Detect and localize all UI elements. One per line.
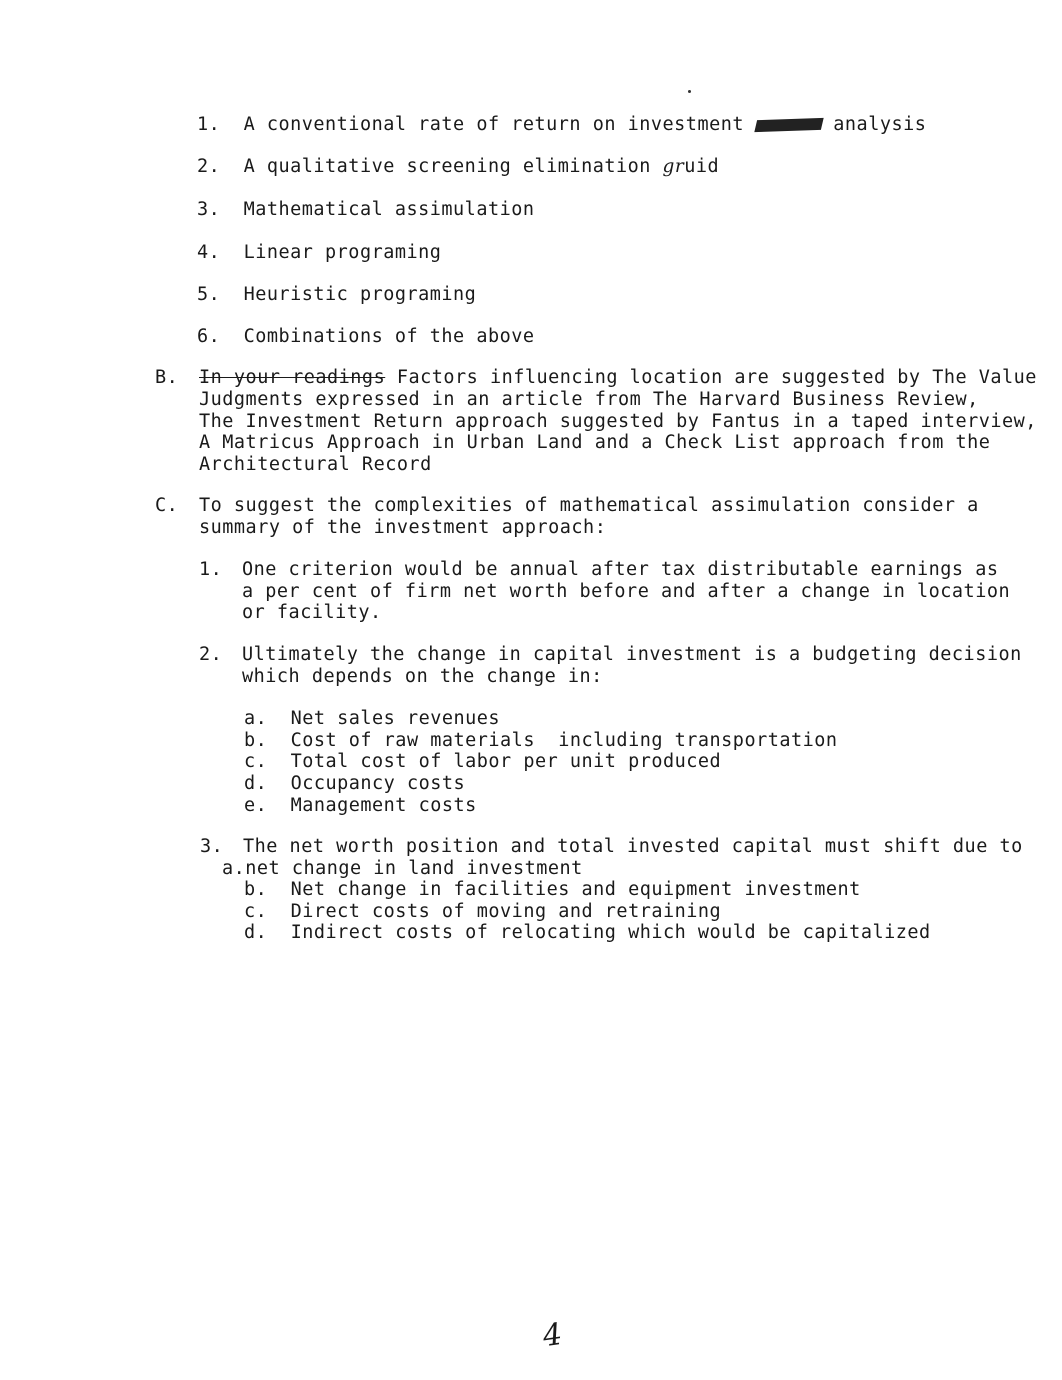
item-line: or facility. bbox=[242, 602, 382, 623]
list-number: 6. bbox=[197, 326, 221, 347]
sub-item: c. Total cost of labor per unit produced bbox=[244, 751, 722, 772]
list-number: 3. bbox=[200, 836, 224, 857]
item-line: The net worth position and total invested capital must shift due to bbox=[243, 836, 1023, 857]
list-number: 1. bbox=[197, 114, 221, 135]
item-line: a.net change in land investment bbox=[222, 858, 583, 879]
section-c-line: To suggest the complexities of mathematical assimulation consider a bbox=[199, 495, 979, 516]
list-number: 5. bbox=[197, 284, 221, 305]
item-line: which depends on the change in: bbox=[242, 666, 603, 687]
section-c-line: summary of the investment approach: bbox=[199, 517, 607, 538]
section-b-line: The Investment Return approach suggested by Fantus in a taped interview, bbox=[199, 411, 1037, 432]
sub-item: c. Direct costs of moving and retraining bbox=[244, 901, 722, 922]
section-b-line: Judgments expressed in an article from The Harvard Business Review, bbox=[199, 389, 979, 410]
item-line: One criterion would be annual after tax distributable earnings as bbox=[242, 559, 999, 580]
list-text: A conventional rate of return on investment bbox=[243, 114, 744, 135]
list-number: 2. bbox=[197, 156, 221, 177]
section-b-line: A Matricus Approach in Urban Land and a Check List approach from the bbox=[199, 432, 991, 453]
page-number: 4 bbox=[540, 1316, 565, 1355]
list-item bbox=[197, 284, 476, 306]
list-number: 1. bbox=[199, 559, 223, 580]
section-b-label: B. bbox=[155, 367, 179, 388]
handwritten-insert: gr bbox=[662, 156, 685, 177]
sub-item: b. Net change in facilities and equipment investment bbox=[244, 879, 861, 900]
sub-item: e. Management costs bbox=[244, 795, 477, 816]
list-text: Heuristic programing bbox=[243, 284, 477, 305]
list-text-after: uid bbox=[684, 156, 720, 177]
sub-item: b. Cost of raw materials including transportation bbox=[244, 730, 838, 751]
struck-text: In your readings bbox=[199, 367, 386, 388]
list-text: Combinations of the above bbox=[243, 326, 535, 347]
list-item bbox=[197, 326, 535, 348]
list-text: A qualitative screening elimination bbox=[243, 156, 663, 177]
list-text-after: analysis bbox=[821, 114, 927, 135]
sub-item: d. Indirect costs of relocating which would be capitalized bbox=[244, 922, 931, 943]
item-line: Ultimately the change in capital investment is a budgeting decision bbox=[242, 644, 1022, 665]
list-item bbox=[197, 114, 926, 136]
sub-item: d. Occupancy costs bbox=[244, 773, 466, 794]
section-c-label: C. bbox=[155, 495, 179, 516]
struck-word bbox=[754, 118, 823, 132]
list-text: Mathematical assimulation bbox=[243, 199, 535, 220]
list-item bbox=[197, 199, 535, 221]
list-text: Linear programing bbox=[243, 242, 442, 263]
section-b-line: Architectural Record bbox=[199, 454, 432, 475]
list-number: 2. bbox=[199, 644, 223, 665]
list-number: 3. bbox=[197, 199, 221, 220]
sub-item: a. Net sales revenues bbox=[244, 708, 501, 729]
item-line: a per cent of firm net worth before and after a change in location bbox=[242, 581, 1011, 602]
stray-mark bbox=[688, 90, 691, 93]
list-item bbox=[197, 242, 441, 264]
section-b-line: In your readings Factors influencing location are suggested by The Value bbox=[199, 367, 1037, 388]
list-number: 4. bbox=[197, 242, 221, 263]
list-item bbox=[197, 156, 719, 178]
